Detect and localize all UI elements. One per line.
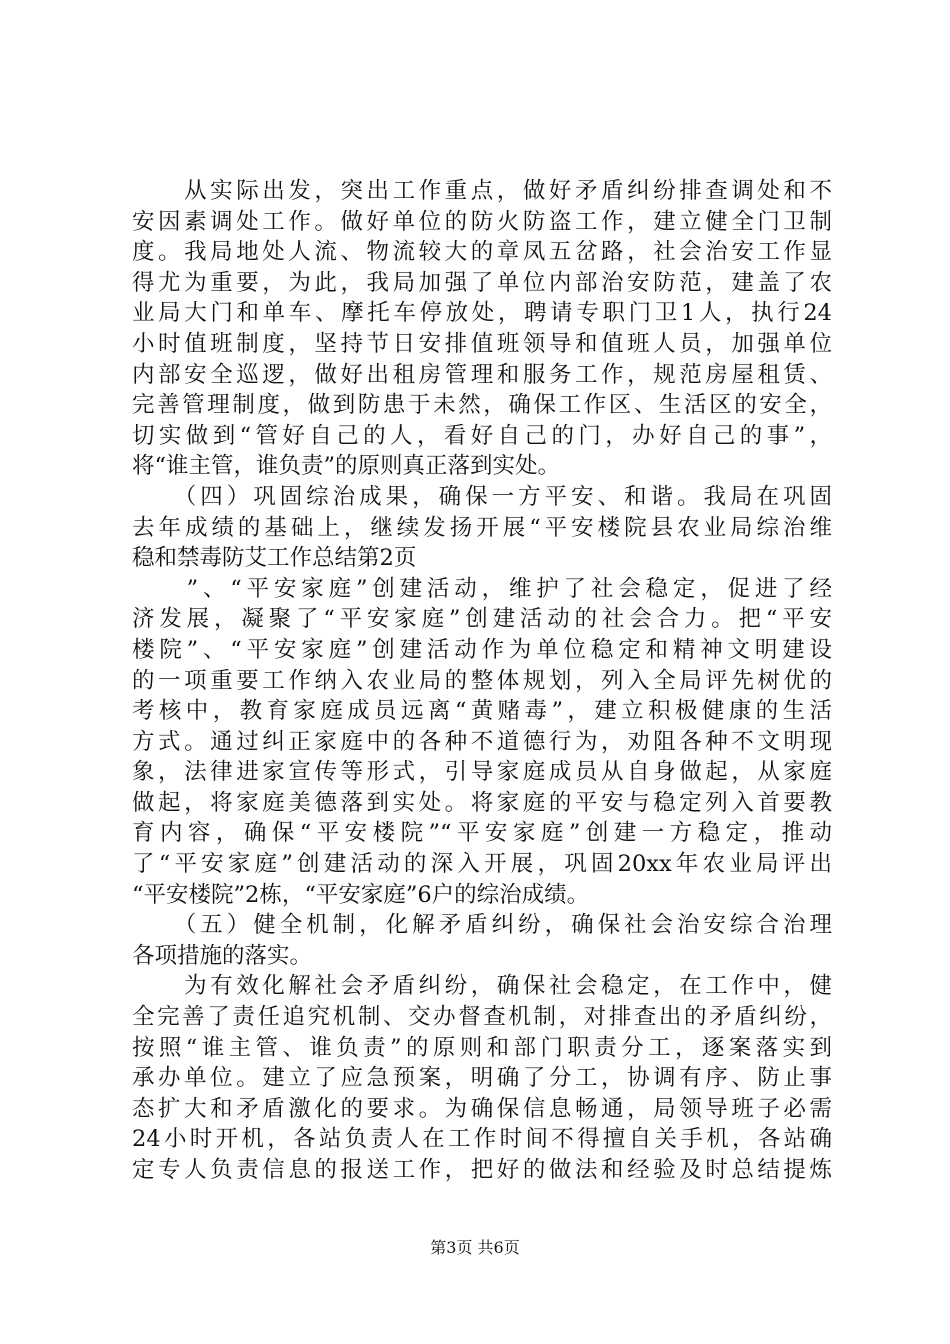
text-line: 稳和禁毒防艾工作总结第2页 (132, 545, 417, 572)
text-line: 了“平安家庭”创建活动的深入开展，巩固20xx年农业局评出 (132, 851, 832, 878)
text-line: 为有效化解社会矛盾纠纷，确保社会稳定，在工作中，健 (132, 973, 832, 1000)
text-line: 业局大门和单车、摩托车停放处，聘请专职门卫1人，执行24 (132, 300, 832, 327)
text-line: 按照“谁主管、谁负责”的原则和部门职责分工，逐案落实到 (132, 1034, 832, 1061)
text-line: 的一项重要工作纳入农业局的整体规划，列入全局评先树优的 (132, 667, 832, 694)
text-line: 方式。通过纠正家庭中的各种不道德行为，劝阻各种不文明现 (132, 728, 832, 755)
text-line: 考核中，教育家庭成员远离“黄赌毒”，建立积极健康的生活 (132, 698, 832, 725)
text-line: 济发展，凝聚了“平安家庭”创建活动的社会合力。把“平安 (132, 606, 832, 633)
text-line: （五）健全机制，化解矛盾纠纷，确保社会治安综合治理 (132, 912, 832, 939)
text-line: 完善管理制度，做到防患于未然，确保工作区、生活区的安全， (132, 392, 832, 419)
text-line: 内部安全巡逻，做好出租房管理和服务工作，规范房屋租赁、 (132, 361, 832, 388)
text-line: 全完善了责任追究机制、交办督查机制，对排查出的矛盾纠纷， (132, 1004, 832, 1031)
text-line: 安因素调处工作。做好单位的防火防盗工作，建立健全门卫制 (132, 208, 832, 235)
text-line: 做起，将家庭美德落到实处。将家庭的平安与稳定列入首要教 (132, 789, 832, 816)
text-line: 从实际出发，突出工作重点，做好矛盾纠纷排查调处和不 (132, 178, 832, 204)
text-line: 育内容，确保“平安楼院”“平安家庭”创建一方稳定，推动 (132, 820, 832, 847)
text-line: 小时值班制度，坚持节日安排值班领导和值班人员，加强单位 (132, 330, 832, 357)
text-line: 得尤为重要，为此，我局加强了单位内部治安防范，建盖了农 (132, 269, 832, 296)
text-line: 承办单位。建立了应急预案，明确了分工，协调有序、防止事 (132, 1065, 832, 1092)
text-line: 将“谁主管，谁负责”的原则真正落到实处。 (132, 453, 561, 480)
text-line: 定专人负责信息的报送工作，把好的做法和经验及时总结提炼 (132, 1157, 832, 1183)
document-body (132, 176, 832, 1186)
text-line: （四）巩固综治成果，确保一方平安、和谐。我局在巩固 (132, 483, 832, 510)
text-line: 各项措施的落实。 (132, 942, 313, 969)
text-line: 度。我局地处人流、物流较大的章凤五岔路，社会治安工作显 (132, 239, 832, 266)
text-line: ”、“平安家庭”创建活动，维护了社会稳定，促进了经 (132, 575, 832, 602)
text-line: 象，法律进家宣传等形式，引导家庭成员从自身做起，从家庭 (132, 759, 832, 786)
text-line: 24小时开机，各站负责人在工作时间不得擅自关手机，各站确 (132, 1126, 832, 1153)
page-number-footer: 第3页 共6页 (430, 1238, 520, 1257)
text-line: 态扩大和矛盾激化的要求。为确保信息畅通，局领导班子必需 (132, 1095, 832, 1122)
text-line: 切实做到“管好自己的人，看好自己的门，办好自己的事”， (132, 422, 832, 449)
text-line: 楼院”、“平安家庭”创建活动作为单位稳定和精神文明建设 (132, 636, 832, 663)
text-line: “平安楼院”2栋，“平安家庭”6户的综治成绩。 (132, 881, 590, 908)
text-line: 去年成绩的基础上，继续发扬开展“平安楼院县农业局综治维 (132, 514, 832, 541)
